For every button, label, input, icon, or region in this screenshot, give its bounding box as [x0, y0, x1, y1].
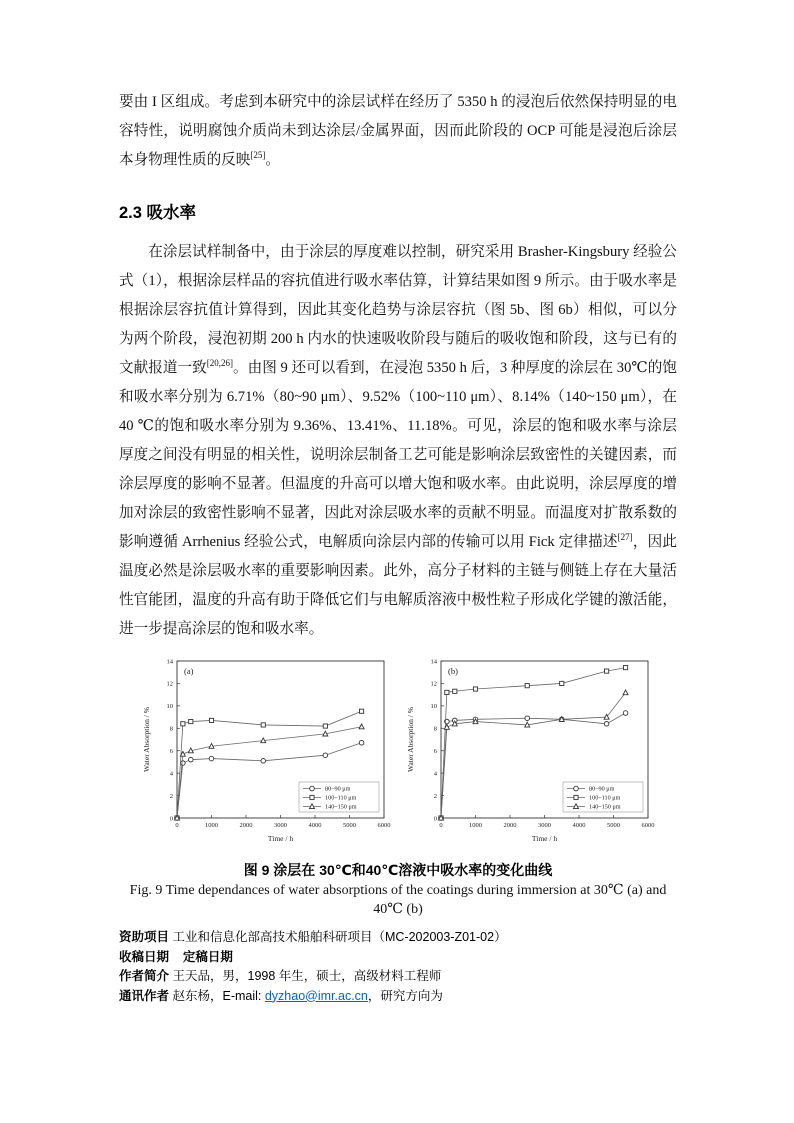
- svg-text:0: 0: [169, 815, 173, 823]
- svg-text:3000: 3000: [274, 822, 287, 829]
- svg-text:2000: 2000: [503, 822, 517, 829]
- svg-text:10: 10: [430, 703, 437, 711]
- svg-text:8: 8: [433, 725, 437, 733]
- figure-caption-en-line2: 40℃ (b): [373, 902, 423, 917]
- section-heading: 2.3 吸水率: [119, 204, 197, 222]
- footnote-funding: 资助项目 工业和信息化部高技术船舶科研项目（MC-202003-Z01-02）: [119, 930, 507, 944]
- svg-text:1000: 1000: [205, 822, 218, 829]
- footnote-dates: 收稿日期 定稿日期: [119, 949, 233, 964]
- svg-text:4: 4: [433, 770, 437, 778]
- svg-text:0: 0: [175, 822, 179, 829]
- svg-text:12: 12: [430, 680, 437, 688]
- email-link[interactable]: dyzhao@imr.ac.cn: [264, 988, 368, 1003]
- svg-text:140~150 μm: 140~150 μm: [589, 803, 621, 811]
- svg-text:6000: 6000: [641, 822, 655, 829]
- footnote-block: [119, 928, 677, 1006]
- svg-text:8: 8: [169, 725, 173, 733]
- svg-text:5000: 5000: [607, 822, 620, 829]
- svg-text:2: 2: [433, 792, 437, 800]
- svg-text:Water Absorption / %: Water Absorption / %: [406, 706, 415, 773]
- svg-text:0: 0: [433, 815, 437, 823]
- svg-text:4: 4: [169, 770, 173, 778]
- svg-text:14: 14: [166, 658, 173, 666]
- svg-text:5000: 5000: [343, 822, 356, 829]
- svg-text:2000: 2000: [239, 822, 253, 829]
- svg-text:(b): (b): [448, 666, 458, 676]
- chart-30c: [140, 654, 392, 850]
- svg-text:140~150 μm: 140~150 μm: [325, 803, 357, 811]
- svg-text:80~90 μm: 80~90 μm: [325, 785, 351, 793]
- svg-text:14: 14: [430, 658, 437, 666]
- svg-text:2: 2: [169, 792, 173, 800]
- svg-text:Time / h: Time / h: [531, 834, 558, 843]
- svg-text:4000: 4000: [572, 822, 586, 829]
- paragraph-continuation: 要由 I 区组成。考虑到本研究中的涂层试样在经历了 5350 h 的浸泡后依然保持明显的电容特性，说明腐蚀介质尚未到达涂层/金属界面，因而此阶段的 OCP 可能是浸泡后涂层本身物理性质的反映[25]。: [119, 94, 677, 168]
- svg-text:4000: 4000: [308, 822, 322, 829]
- svg-text:10: 10: [166, 703, 173, 711]
- svg-text:6: 6: [433, 748, 437, 756]
- footnote-contact: 通讯作者 赵东杨，E-mail: dyzhao@imr.ac.cn，研究方向为: [119, 988, 443, 1003]
- svg-text:6000: 6000: [377, 822, 391, 829]
- svg-text:Water Absorption / %: Water Absorption / %: [142, 706, 151, 773]
- figure-caption-zh: 图 9 涂层在 30℃和40℃溶液中吸水率的变化曲线: [243, 862, 553, 878]
- svg-text:100~110 μm: 100~110 μm: [325, 794, 357, 802]
- paragraph-body: 在涂层试样制备中，由于涂层的厚度难以控制，研究采用 Brasher-Kingsbury 经验公式（1），根据涂层样品的容抗值进行吸水率估算，计算结果如图 9 所示。由于吸水率是根据涂层容抗值计算得到，因此其变化趋势与涂层容抗（图 5b、图 6b）相似，可以分为两个阶段，浸泡初期 200 h 内水的快速吸收阶段与随后的吸收饱和阶段，这与已有的文献报道一致[20,26]。由图 9 还可以看到，在浸泡 5350 h 后，3 种厚度的涂层在 30℃的饱和吸水率分别为 6.71%（80~90 μm）、9.52%（100~110 μm）、8.14%（140~150 μm），在 40 ℃的饱和吸水率分别为 9.36%、13.41%、11.18%。可见，涂层的饱和吸水率与涂层厚度之间没有明显的相关性，说明涂层制备工艺可能是影响涂层致密性的关键因素，而涂层厚度的影响不显著。但温度的升高可以增大饱和吸水率。由此说明，涂层厚度的增加对涂层的致密性影响不显著，因此对涂层吸水率的贡献不明显。而温度对扩散系数的影响遵循 Arrhenius 经验公式，电解质向涂层内部的传输可以用 Fick 定律描述[27]，因此温度必然是涂层吸水率的重要影响因素。此外，高分子材料的主链与侧链上存在大量活性官能团，温度的升高有助于降低它们与电解质溶液中极性粒子形成化学键的激活能，进一步提高涂层的饱和吸水率。: [119, 244, 677, 637]
- svg-text:3000: 3000: [538, 822, 551, 829]
- svg-text:6: 6: [169, 748, 173, 756]
- svg-text:1000: 1000: [469, 822, 482, 829]
- svg-text:Time / h: Time / h: [267, 834, 294, 843]
- svg-text:12: 12: [166, 680, 173, 688]
- footnote-author: 作者简介 王天品，男，1998 年生，硕士，高级材料工程师: [119, 969, 442, 983]
- chart-40c: [404, 654, 656, 850]
- svg-text:0: 0: [439, 822, 443, 829]
- figure-caption-en-line1: Fig. 9 Time dependances of water absorptions of the coatings during immersion at 30℃ (a) and: [129, 883, 667, 898]
- figure-9: [119, 654, 677, 850]
- svg-text:100~110 μm: 100~110 μm: [589, 794, 621, 802]
- svg-text:(a): (a): [184, 666, 194, 676]
- svg-text:80~90 μm: 80~90 μm: [589, 785, 615, 793]
